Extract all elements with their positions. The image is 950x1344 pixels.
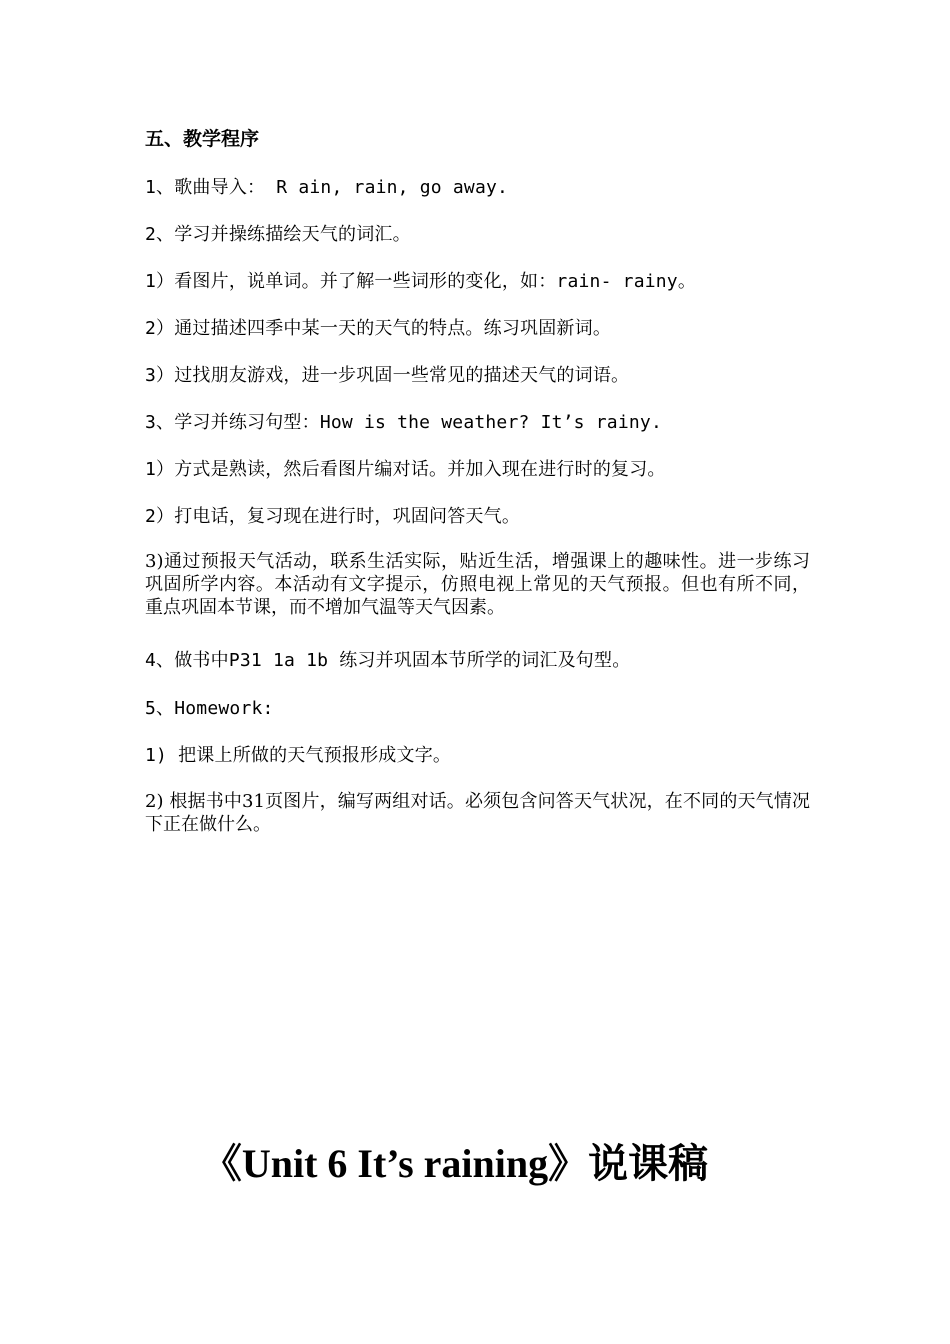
section-heading: 五、教学程序 [145,128,260,150]
step-4-exercise: 4、做书中P31 1a 1b 练习并巩固本节所学的词汇及句型。 [145,650,631,671]
step-2-sub-3: 3）过找朋友游戏，进一步巩固一些常见的描述天气的词语。 [145,365,630,386]
document-title: 《Unit 6 It’s raining》说课稿 [201,1141,709,1186]
step-5-homework: 5、Homework: [145,698,274,719]
step-2-vocabulary: 2、学习并操练描绘天气的词汇。 [145,224,411,245]
step-3-sub-1: 1）方式是熟读，然后看图片编对话。并加入现在进行时的复习。 [145,459,666,480]
step-3-sub-3-paragraph: 3)通过预报天气活动，联系生活实际，贴近生活，增强课上的趣味性。进一步练习巩固所学内容。本活动有文字提示，仿照电视上常见的天气预报。但也有所不同，重点巩固本节课，而不增加气温等天气因素。 [145,551,810,618]
homework-item-2-paragraph: 2) 根据书中31页图片，编写两组对话。必须包含问答天气状况，在不同的天气情况下正在做什么。 [145,791,810,835]
step-1-song-intro: 1、歌曲导入： R ain, rain, go away. [145,177,509,198]
step-2-sub-1: 1）看图片，说单词。并了解一些词形的变化，如：rain- rainy。 [145,271,697,292]
homework-item-1: 1) 把课上所做的天气预报形成文字。 [145,745,452,766]
step-3-sentence-pattern: 3、学习并练习句型：How is the weather? It’s rainy. [145,412,662,433]
step-2-sub-2: 2）通过描述四季中某一天的天气的特点。练习巩固新词。 [145,318,612,339]
step-3-sub-2: 2）打电话，复习现在进行时，巩固问答天气。 [145,506,521,527]
